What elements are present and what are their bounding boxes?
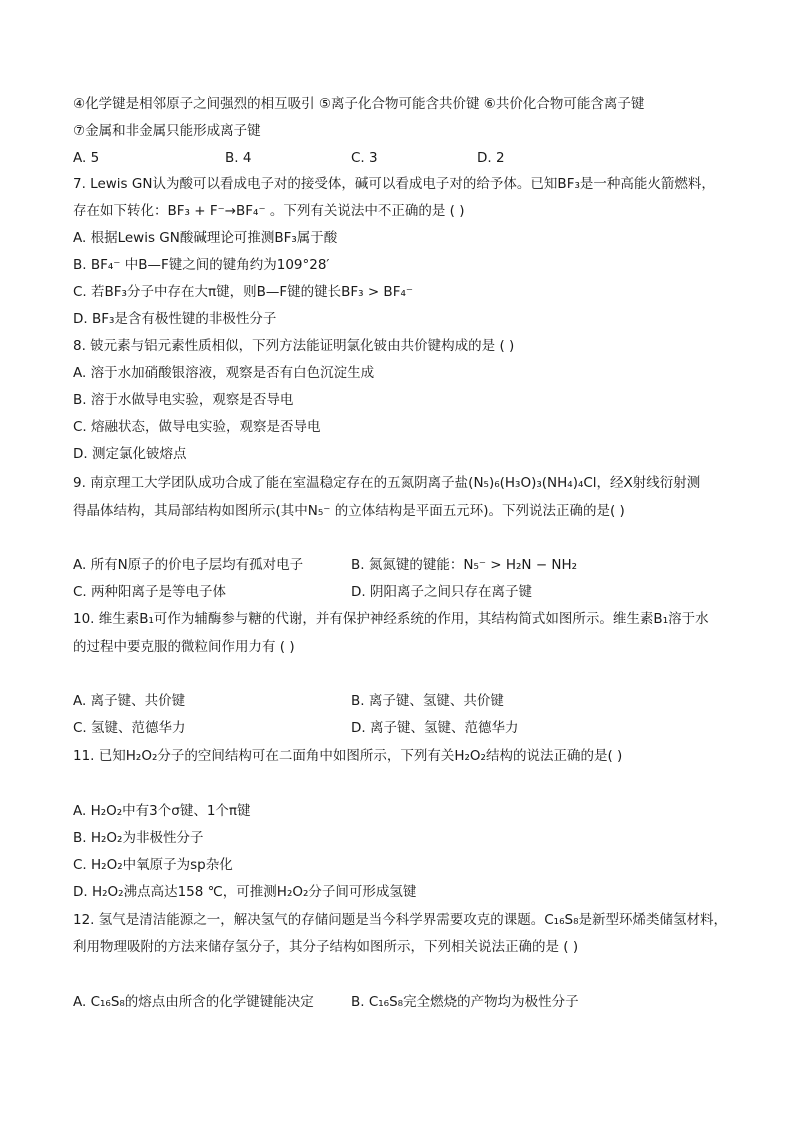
q10-option-d[interactable]: D. 离子键、氢键、范德华力 [351,720,519,736]
q10-option-a[interactable]: A. 离子键、共价键 [73,693,186,709]
q8-option-b[interactable]: B. 溶于水做导电实验，观察是否导电 [73,392,294,408]
q10-option-b[interactable]: B. 离子键、氢键、共价键 [351,693,504,709]
q6-option-c[interactable]: C. 3 [351,150,378,166]
statement-line-7: ⑦金属和非金属只能形成离子键 [73,123,261,139]
q10-option-c[interactable]: C. 氢键、范德华力 [73,720,186,736]
q6-options [73,148,734,168]
q11-stem: 11. 已知H₂O₂分子的空间结构可在二面角中如图所示，下列有关H₂O₂结构的说法正确的是( ) [73,748,623,764]
q11-option-a[interactable]: A. H₂O₂中有3个σ键、1个π键 [73,803,251,819]
q8-stem: 8. 铍元素与铝元素性质相似，下列方法能证明氯化铍由共价键构成的是 ( ) [73,338,515,354]
q7-option-a[interactable]: A. 根据Lewis GN酸碱理论可推测BF₃属于酸 [73,230,338,246]
q7-stem-line1: 7. Lewis GN认为酸可以看成电子对的接受体，碱可以看成电子对的给予体。已知BF₃是一种高能火箭燃料， [73,176,715,192]
q6-option-a[interactable]: A. 5 [73,150,100,166]
q11-option-d[interactable]: D. H₂O₂沸点高达158 ℃，可推测H₂O₂分子间可形成氢键 [73,884,417,900]
q10-stem-line2: 的过程中要克服的微粒间作用力有 ( ) [73,639,295,655]
q12-stem-line2: 利用物理吸附的方法来储存氢分子，其分子结构如图所示，下列相关说法正确的是 ( ) [73,939,579,955]
q6-option-b[interactable]: B. 4 [225,150,252,166]
q12-stem-line1: 12. 氢气是清洁能源之一，解决氢气的存储问题是当今科学界需要攻克的课题。C₁₆S₈是新型环烯类储氢材料， [73,912,727,928]
q12-option-a[interactable]: A. C₁₆S₈的熔点由所含的化学键键能决定 [73,994,314,1010]
q8-option-d[interactable]: D. 测定氯化铍熔点 [73,446,187,462]
q7-option-b[interactable]: B. BF₄⁻ 中B—F键之间的键角约为109°28′ [73,257,330,273]
q8-option-c[interactable]: C. 熔融状态，做导电实验，观察是否导电 [73,419,321,435]
q12-option-b[interactable]: B. C₁₆S₈完全燃烧的产物均为极性分子 [351,994,579,1010]
q9-option-d[interactable]: D. 阴阳离子之间只存在离子键 [351,584,532,600]
q12-options-row1 [73,992,734,1012]
statement-line-4-6: ④化学键是相邻原子之间强烈的相互吸引 ⑤离子化合物可能含共价键 ⑥共价化合物可能含离子键 [73,96,645,112]
q6-option-d[interactable]: D. 2 [477,150,505,166]
q9-options-row2 [73,582,734,602]
q11-option-b[interactable]: B. H₂O₂为非极性分子 [73,830,204,846]
q10-options-row2 [73,718,734,738]
q9-stem-line1: 9. 南京理工大学团队成功合成了能在室温稳定存在的五氮阴离子盐(N₅)₆(H₃O)₃(NH₄)₄Cl，经X射线衍射测 [73,475,701,491]
q7-stem-line2: 存在如下转化：BF₃ + F⁻→BF₄⁻ 。下列有关说法中不正确的是 ( ) [73,203,465,219]
q7-option-d[interactable]: D. BF₃是含有极性键的非极性分子 [73,311,277,327]
q9-stem-line2: 得晶体结构，其局部结构如图所示(其中N₅⁻ 的立体结构是平面五元环)。下列说法正确的是( ) [73,503,625,519]
q9-option-c[interactable]: C. 两种阳离子是等电子体 [73,584,227,600]
q9-options-row1 [73,555,734,575]
q8-option-a[interactable]: A. 溶于水加硝酸银溶液，观察是否有白色沉淀生成 [73,365,375,381]
q10-stem-line1: 10. 维生素B₁可作为辅酶参与糖的代谢，并有保护神经系统的作用，其结构简式如图所示。维生素B₁溶于水 [73,611,709,627]
q10-options-row1 [73,691,734,711]
q7-option-c[interactable]: C. 若BF₃分子中存在大π键，则B—F键的键长BF₃ > BF₄⁻ [73,284,413,300]
q9-option-a[interactable]: A. 所有N原子的价电子层均有孤对电子 [73,557,304,573]
q11-option-c[interactable]: C. H₂O₂中氧原子为sp杂化 [73,857,233,873]
q9-option-b[interactable]: B. 氮氮键的键能：N₅⁻ > H₂N − NH₂ [351,557,578,573]
